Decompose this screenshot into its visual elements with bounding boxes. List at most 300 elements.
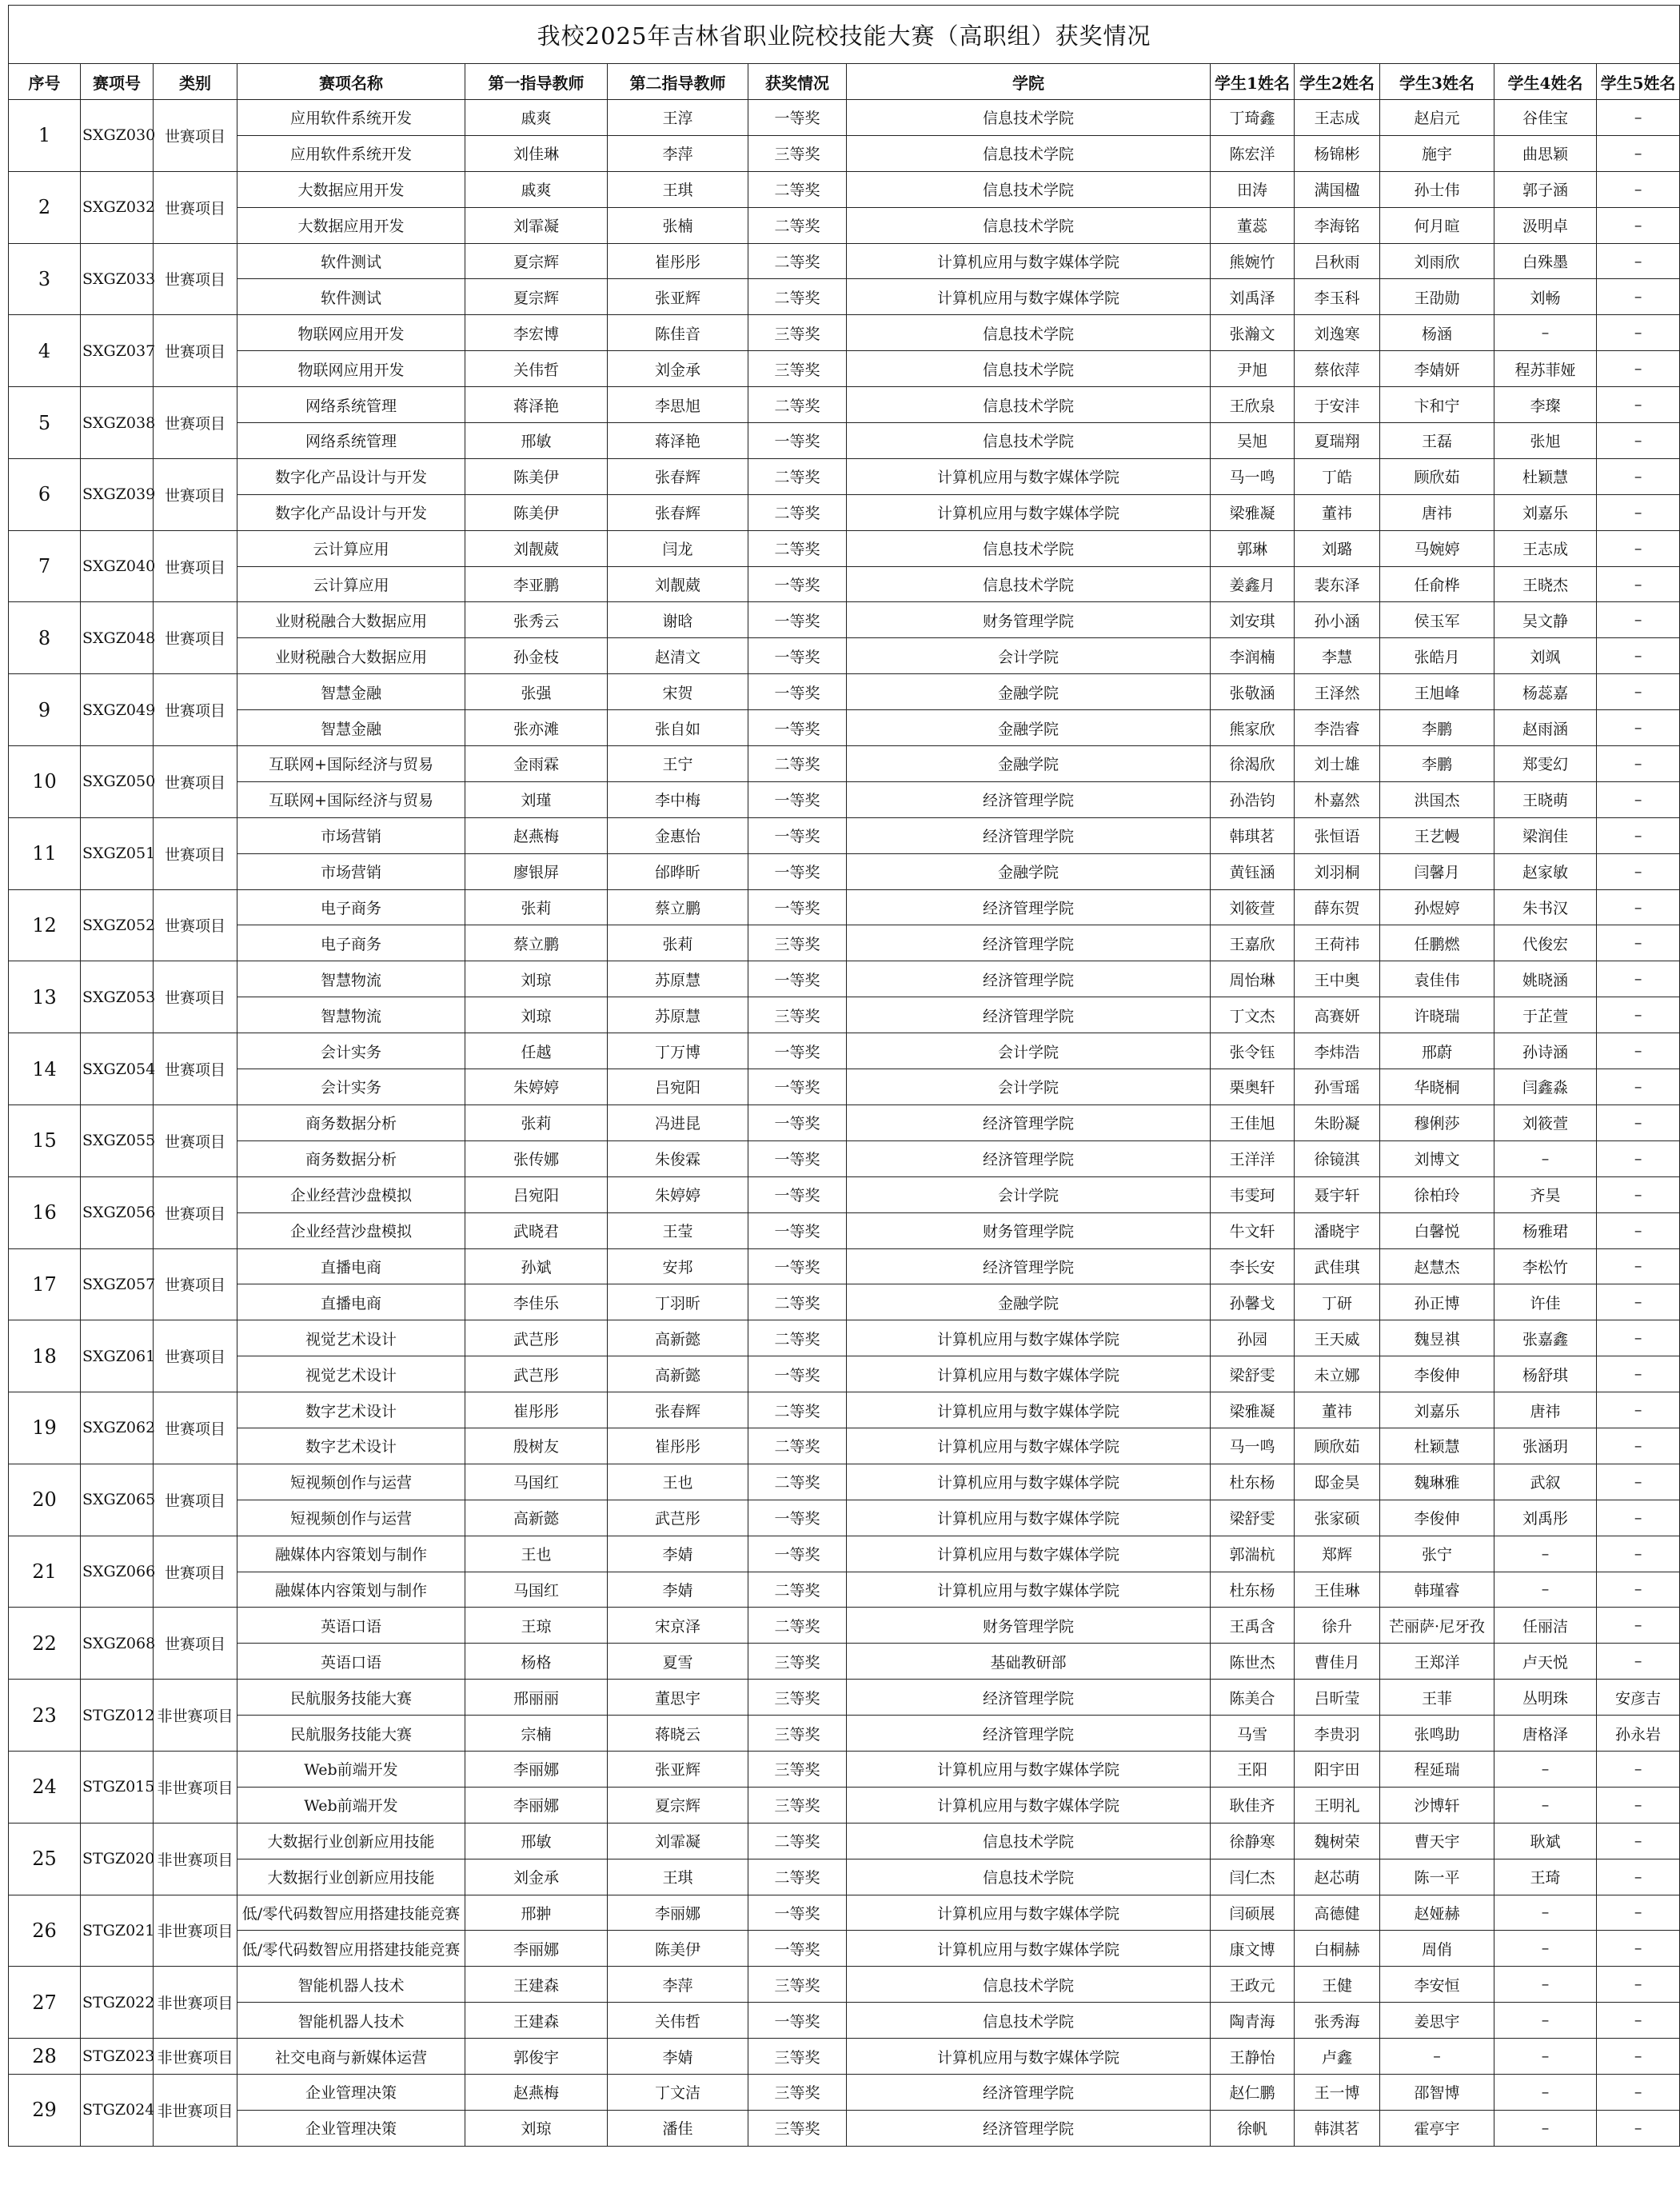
teacher-2-cell: 丁文洁 bbox=[608, 2074, 748, 2110]
student-5-cell: – bbox=[1597, 279, 1680, 315]
student-5-cell: – bbox=[1597, 1751, 1680, 1787]
category-cell: 世赛项目 bbox=[154, 243, 237, 315]
student-2-cell: 曹佳月 bbox=[1295, 1644, 1380, 1680]
event-name-cell: 智慧物流 bbox=[237, 961, 465, 997]
student-2-cell: 王荷祎 bbox=[1295, 925, 1380, 961]
teacher-1-cell: 关伟哲 bbox=[465, 351, 608, 387]
teacher-1-cell: 张莉 bbox=[465, 889, 608, 925]
student-3-cell: 刘博文 bbox=[1380, 1140, 1494, 1176]
table-row bbox=[9, 315, 1680, 351]
code-cell: STGZ020 bbox=[81, 1823, 154, 1895]
category-cell: 非世赛项目 bbox=[154, 2074, 237, 2146]
award-cell: 三等奖 bbox=[748, 351, 847, 387]
student-4-cell: 白殊墨 bbox=[1494, 243, 1597, 279]
teacher-2-cell: 冯进昆 bbox=[608, 1104, 748, 1140]
teacher-2-cell: 宋京泽 bbox=[608, 1608, 748, 1644]
teacher-2-cell: 董思宇 bbox=[608, 1680, 748, 1716]
table-row bbox=[9, 1680, 1680, 1716]
table-row bbox=[9, 351, 1680, 387]
teacher-2-cell: 吕宛阳 bbox=[608, 1069, 748, 1105]
student-3-cell: 姜思宇 bbox=[1380, 2003, 1494, 2039]
event-name-cell: 大数据应用开发 bbox=[237, 171, 465, 207]
teacher-1-cell: 马国红 bbox=[465, 1464, 608, 1500]
college-cell: 财务管理学院 bbox=[847, 1608, 1211, 1644]
student-4-cell: 李璨 bbox=[1494, 387, 1597, 423]
teacher-2-cell: 高新懿 bbox=[608, 1320, 748, 1356]
student-1-cell: 徐帆 bbox=[1211, 2110, 1295, 2146]
student-4-cell: 张涵玥 bbox=[1494, 1428, 1597, 1464]
seq-cell: 15 bbox=[9, 1104, 81, 1176]
teacher-2-cell: 李婧 bbox=[608, 1536, 748, 1572]
award-cell: 一等奖 bbox=[748, 1104, 847, 1140]
college-cell: 信息技术学院 bbox=[847, 566, 1211, 602]
category-cell: 世赛项目 bbox=[154, 602, 237, 674]
student-3-cell: 洪国杰 bbox=[1380, 781, 1494, 817]
student-4-cell: – bbox=[1494, 1895, 1597, 1931]
student-4-cell: – bbox=[1494, 1536, 1597, 1572]
event-name-cell: 智慧金融 bbox=[237, 674, 465, 710]
award-cell: 一等奖 bbox=[748, 889, 847, 925]
teacher-2-cell: 蔡立鹏 bbox=[608, 889, 748, 925]
seq-cell: 7 bbox=[9, 530, 81, 602]
event-name-cell: Web前端开发 bbox=[237, 1787, 465, 1823]
college-cell: 金融学院 bbox=[847, 674, 1211, 710]
college-cell: 信息技术学院 bbox=[847, 207, 1211, 243]
table-row bbox=[9, 243, 1680, 279]
category-cell: 世赛项目 bbox=[154, 1248, 237, 1320]
teacher-1-cell: 刘瑾 bbox=[465, 781, 608, 817]
event-name-cell: 数字化产品设计与开发 bbox=[237, 494, 465, 530]
college-cell: 计算机应用与数字媒体学院 bbox=[847, 1428, 1211, 1464]
event-name-cell: 网络系统管理 bbox=[237, 387, 465, 423]
teacher-1-cell: 李丽娜 bbox=[465, 1751, 608, 1787]
student-3-cell: 袁佳伟 bbox=[1380, 961, 1494, 997]
student-4-cell: 李松竹 bbox=[1494, 1248, 1597, 1284]
event-name-cell: 企业管理决策 bbox=[237, 2110, 465, 2146]
teacher-2-cell: 陈佳音 bbox=[608, 315, 748, 351]
award-cell: 一等奖 bbox=[748, 1500, 847, 1536]
student-3-cell: 卞和宁 bbox=[1380, 387, 1494, 423]
teacher-1-cell: 夏宗辉 bbox=[465, 279, 608, 315]
student-4-cell: – bbox=[1494, 1787, 1597, 1823]
college-cell: 计算机应用与数字媒体学院 bbox=[847, 1787, 1211, 1823]
student-1-cell: 耿佳齐 bbox=[1211, 1787, 1295, 1823]
student-2-cell: 薛东贺 bbox=[1295, 889, 1380, 925]
student-1-cell: 王阳 bbox=[1211, 1751, 1295, 1787]
header-seq: 序号 bbox=[9, 64, 81, 100]
table-row bbox=[9, 1931, 1680, 1967]
table-row bbox=[9, 1392, 1680, 1428]
student-2-cell: 董祎 bbox=[1295, 494, 1380, 530]
event-name-cell: 数字化产品设计与开发 bbox=[237, 458, 465, 494]
student-3-cell: 施宇 bbox=[1380, 135, 1494, 171]
teacher-1-cell: 李丽娜 bbox=[465, 1931, 608, 1967]
category-cell: 世赛项目 bbox=[154, 1033, 237, 1105]
college-cell: 计算机应用与数字媒体学院 bbox=[847, 1895, 1211, 1931]
seq-cell: 6 bbox=[9, 458, 81, 530]
event-name-cell: 直播电商 bbox=[237, 1284, 465, 1320]
teacher-1-cell: 孙斌 bbox=[465, 1248, 608, 1284]
student-1-cell: 王佳旭 bbox=[1211, 1104, 1295, 1140]
category-cell: 世赛项目 bbox=[154, 961, 237, 1033]
title-row bbox=[9, 6, 1680, 64]
student-4-cell: 耿斌 bbox=[1494, 1823, 1597, 1859]
award-cell: 二等奖 bbox=[748, 458, 847, 494]
student-2-cell: 朴嘉然 bbox=[1295, 781, 1380, 817]
student-1-cell: 牛文轩 bbox=[1211, 1212, 1295, 1248]
student-2-cell: 潘晓宇 bbox=[1295, 1212, 1380, 1248]
student-5-cell: – bbox=[1597, 315, 1680, 351]
teacher-1-cell: 刘靓葳 bbox=[465, 530, 608, 566]
college-cell: 经济管理学院 bbox=[847, 1248, 1211, 1284]
code-cell: SXGZ048 bbox=[81, 602, 154, 674]
teacher-2-cell: 张亚辉 bbox=[608, 279, 748, 315]
award-cell: 二等奖 bbox=[748, 1859, 847, 1895]
student-4-cell: 汲明卓 bbox=[1494, 207, 1597, 243]
student-4-cell: 卢天悦 bbox=[1494, 1644, 1597, 1680]
award-cell: 二等奖 bbox=[748, 1823, 847, 1859]
student-2-cell: 徐升 bbox=[1295, 1608, 1380, 1644]
teacher-1-cell: 吕宛阳 bbox=[465, 1176, 608, 1212]
header-student-2: 学生2姓名 bbox=[1295, 64, 1380, 100]
code-cell: SXGZ065 bbox=[81, 1464, 154, 1536]
code-cell: STGZ021 bbox=[81, 1895, 154, 1967]
student-5-cell: – bbox=[1597, 1464, 1680, 1500]
code-cell: STGZ023 bbox=[81, 2039, 154, 2075]
student-4-cell: 唐祎 bbox=[1494, 1392, 1597, 1428]
award-cell: 一等奖 bbox=[748, 1212, 847, 1248]
award-cell: 一等奖 bbox=[748, 638, 847, 674]
seq-cell: 3 bbox=[9, 243, 81, 315]
award-cell: 三等奖 bbox=[748, 1680, 847, 1716]
student-3-cell: 赵娅赫 bbox=[1380, 1895, 1494, 1931]
student-2-cell: 顾欣茹 bbox=[1295, 1428, 1380, 1464]
event-name-cell: 互联网+国际经济与贸易 bbox=[237, 746, 465, 782]
college-cell: 金融学院 bbox=[847, 1284, 1211, 1320]
student-3-cell: 何月暄 bbox=[1380, 207, 1494, 243]
student-2-cell: 李海铭 bbox=[1295, 207, 1380, 243]
college-cell: 计算机应用与数字媒体学院 bbox=[847, 494, 1211, 530]
table-row bbox=[9, 710, 1680, 746]
student-4-cell: 刘嘉乐 bbox=[1494, 494, 1597, 530]
student-5-cell: – bbox=[1597, 674, 1680, 710]
student-3-cell: 李鹏 bbox=[1380, 710, 1494, 746]
college-cell: 经济管理学院 bbox=[847, 1716, 1211, 1752]
student-2-cell: 朱盼凝 bbox=[1295, 1104, 1380, 1140]
student-5-cell: – bbox=[1597, 1500, 1680, 1536]
college-cell: 经济管理学院 bbox=[847, 1140, 1211, 1176]
award-cell: 三等奖 bbox=[748, 2110, 847, 2146]
student-2-cell: 张家硕 bbox=[1295, 1500, 1380, 1536]
student-2-cell: 李贵羽 bbox=[1295, 1716, 1380, 1752]
teacher-2-cell: 王宁 bbox=[608, 746, 748, 782]
student-3-cell: 张宁 bbox=[1380, 1536, 1494, 1572]
student-3-cell: 白馨悦 bbox=[1380, 1212, 1494, 1248]
seq-cell: 12 bbox=[9, 889, 81, 961]
student-5-cell: – bbox=[1597, 1823, 1680, 1859]
teacher-1-cell: 王建森 bbox=[465, 2003, 608, 2039]
teacher-1-cell: 李丽娜 bbox=[465, 1787, 608, 1823]
student-1-cell: 孙浩钧 bbox=[1211, 781, 1295, 817]
award-cell: 一等奖 bbox=[748, 781, 847, 817]
code-cell: SXGZ033 bbox=[81, 243, 154, 315]
student-3-cell: 程延瑞 bbox=[1380, 1751, 1494, 1787]
college-cell: 计算机应用与数字媒体学院 bbox=[847, 243, 1211, 279]
award-cell: 二等奖 bbox=[748, 243, 847, 279]
event-name-cell: 低/零代码数智应用搭建技能竞赛 bbox=[237, 1931, 465, 1967]
event-name-cell: 应用软件系统开发 bbox=[237, 135, 465, 171]
college-cell: 计算机应用与数字媒体学院 bbox=[847, 1500, 1211, 1536]
code-cell: SXGZ056 bbox=[81, 1176, 154, 1248]
college-cell: 经济管理学院 bbox=[847, 925, 1211, 961]
teacher-1-cell: 高新懿 bbox=[465, 1500, 608, 1536]
code-cell: SXGZ049 bbox=[81, 674, 154, 746]
seq-cell: 17 bbox=[9, 1248, 81, 1320]
student-1-cell: 田涛 bbox=[1211, 171, 1295, 207]
student-5-cell: – bbox=[1597, 100, 1680, 136]
header-student-1: 学生1姓名 bbox=[1211, 64, 1295, 100]
student-2-cell: 丁研 bbox=[1295, 1284, 1380, 1320]
table-row bbox=[9, 1644, 1680, 1680]
student-1-cell: 姜鑫月 bbox=[1211, 566, 1295, 602]
college-cell: 计算机应用与数字媒体学院 bbox=[847, 1931, 1211, 1967]
student-5-cell: – bbox=[1597, 1536, 1680, 1572]
event-name-cell: 应用软件系统开发 bbox=[237, 100, 465, 136]
teacher-2-cell: 王琪 bbox=[608, 1859, 748, 1895]
college-cell: 信息技术学院 bbox=[847, 171, 1211, 207]
student-2-cell: 李慧 bbox=[1295, 638, 1380, 674]
student-5-cell: – bbox=[1597, 2074, 1680, 2110]
code-cell: SXGZ053 bbox=[81, 961, 154, 1033]
teacher-1-cell: 马国红 bbox=[465, 1572, 608, 1608]
table-row bbox=[9, 1787, 1680, 1823]
student-2-cell: 蔡依萍 bbox=[1295, 351, 1380, 387]
header-teacher-1: 第一指导教师 bbox=[465, 64, 608, 100]
event-name-cell: Web前端开发 bbox=[237, 1751, 465, 1787]
college-cell: 经济管理学院 bbox=[847, 817, 1211, 853]
college-cell: 计算机应用与数字媒体学院 bbox=[847, 1572, 1211, 1608]
college-cell: 经济管理学院 bbox=[847, 889, 1211, 925]
award-cell: 二等奖 bbox=[748, 1428, 847, 1464]
teacher-1-cell: 夏宗辉 bbox=[465, 243, 608, 279]
student-4-cell: 闫鑫淼 bbox=[1494, 1069, 1597, 1105]
student-1-cell: 康文博 bbox=[1211, 1931, 1295, 1967]
student-4-cell: 张嘉鑫 bbox=[1494, 1320, 1597, 1356]
college-cell: 计算机应用与数字媒体学院 bbox=[847, 1356, 1211, 1392]
award-cell: 二等奖 bbox=[748, 746, 847, 782]
category-cell: 世赛项目 bbox=[154, 171, 237, 243]
seq-cell: 22 bbox=[9, 1608, 81, 1680]
award-cell: 三等奖 bbox=[748, 2039, 847, 2075]
student-2-cell: 韩淇茗 bbox=[1295, 2110, 1380, 2146]
teacher-2-cell: 武芑彤 bbox=[608, 1500, 748, 1536]
awards-sheet bbox=[8, 5, 1676, 2147]
teacher-2-cell: 安邦 bbox=[608, 1248, 748, 1284]
student-5-cell: – bbox=[1597, 1787, 1680, 1823]
student-1-cell: 陶青海 bbox=[1211, 2003, 1295, 2039]
teacher-1-cell: 张传娜 bbox=[465, 1140, 608, 1176]
event-name-cell: 业财税融合大数据应用 bbox=[237, 638, 465, 674]
college-cell: 信息技术学院 bbox=[847, 530, 1211, 566]
college-cell: 信息技术学院 bbox=[847, 100, 1211, 136]
college-cell: 会计学院 bbox=[847, 638, 1211, 674]
student-2-cell: 高赛妍 bbox=[1295, 997, 1380, 1033]
student-5-cell: – bbox=[1597, 2003, 1680, 2039]
seq-cell: 13 bbox=[9, 961, 81, 1033]
seq-cell: 4 bbox=[9, 315, 81, 387]
table-row bbox=[9, 1751, 1680, 1787]
award-cell: 一等奖 bbox=[748, 1895, 847, 1931]
award-cell: 二等奖 bbox=[748, 1284, 847, 1320]
category-cell: 世赛项目 bbox=[154, 530, 237, 602]
teacher-1-cell: 任越 bbox=[465, 1033, 608, 1069]
award-cell: 一等奖 bbox=[748, 1176, 847, 1212]
event-name-cell: 物联网应用开发 bbox=[237, 315, 465, 351]
student-5-cell: – bbox=[1597, 1428, 1680, 1464]
award-cell: 三等奖 bbox=[748, 925, 847, 961]
table-row bbox=[9, 602, 1680, 638]
award-cell: 一等奖 bbox=[748, 817, 847, 853]
event-name-cell: 短视频创作与运营 bbox=[237, 1500, 465, 1536]
teacher-1-cell: 李佳乐 bbox=[465, 1284, 608, 1320]
teacher-1-cell: 王建森 bbox=[465, 1967, 608, 2003]
student-5-cell: – bbox=[1597, 423, 1680, 459]
college-cell: 计算机应用与数字媒体学院 bbox=[847, 279, 1211, 315]
teacher-1-cell: 刘佳琳 bbox=[465, 135, 608, 171]
category-cell: 世赛项目 bbox=[154, 817, 237, 889]
college-cell: 计算机应用与数字媒体学院 bbox=[847, 1320, 1211, 1356]
student-5-cell: – bbox=[1597, 1176, 1680, 1212]
student-1-cell: 王静怡 bbox=[1211, 2039, 1295, 2075]
student-1-cell: 郭湍杭 bbox=[1211, 1536, 1295, 1572]
student-2-cell: 裴东泽 bbox=[1295, 566, 1380, 602]
seq-cell: 29 bbox=[9, 2074, 81, 2146]
table-row bbox=[9, 135, 1680, 171]
college-cell: 信息技术学院 bbox=[847, 2003, 1211, 2039]
teacher-2-cell: 张莉 bbox=[608, 925, 748, 961]
category-cell: 世赛项目 bbox=[154, 1176, 237, 1248]
teacher-1-cell: 李宏博 bbox=[465, 315, 608, 351]
student-3-cell: 王菲 bbox=[1380, 1680, 1494, 1716]
teacher-2-cell: 夏宗辉 bbox=[608, 1787, 748, 1823]
teacher-2-cell: 邰晔昕 bbox=[608, 853, 748, 889]
teacher-2-cell: 崔彤彤 bbox=[608, 243, 748, 279]
student-5-cell: – bbox=[1597, 351, 1680, 387]
teacher-2-cell: 蒋晓云 bbox=[608, 1716, 748, 1752]
college-cell: 计算机应用与数字媒体学院 bbox=[847, 1751, 1211, 1787]
student-4-cell: 张旭 bbox=[1494, 423, 1597, 459]
student-2-cell: 王佳琳 bbox=[1295, 1572, 1380, 1608]
student-2-cell: 王中奥 bbox=[1295, 961, 1380, 997]
student-4-cell: 刘筱萱 bbox=[1494, 1104, 1597, 1140]
code-cell: SXGZ030 bbox=[81, 100, 154, 172]
student-1-cell: 刘筱萱 bbox=[1211, 889, 1295, 925]
award-cell: 一等奖 bbox=[748, 961, 847, 997]
student-5-cell: – bbox=[1597, 566, 1680, 602]
student-2-cell: 魏树荣 bbox=[1295, 1823, 1380, 1859]
teacher-1-cell: 张亦滩 bbox=[465, 710, 608, 746]
event-name-cell: 数字艺术设计 bbox=[237, 1392, 465, 1428]
college-cell: 金融学院 bbox=[847, 710, 1211, 746]
award-cell: 一等奖 bbox=[748, 1356, 847, 1392]
header-student-5: 学生5姓名 bbox=[1597, 64, 1680, 100]
student-3-cell: 王艺幔 bbox=[1380, 817, 1494, 853]
student-1-cell: 杜东杨 bbox=[1211, 1572, 1295, 1608]
student-5-cell: – bbox=[1597, 853, 1680, 889]
student-3-cell: – bbox=[1380, 2039, 1494, 2075]
category-cell: 世赛项目 bbox=[154, 387, 237, 459]
event-name-cell: 英语口语 bbox=[237, 1644, 465, 1680]
event-name-cell: 融媒体内容策划与制作 bbox=[237, 1572, 465, 1608]
college-cell: 经济管理学院 bbox=[847, 961, 1211, 997]
student-1-cell: 熊家欣 bbox=[1211, 710, 1295, 746]
teacher-1-cell: 蔡立鹏 bbox=[465, 925, 608, 961]
teacher-1-cell: 戚爽 bbox=[465, 100, 608, 136]
code-cell: STGZ024 bbox=[81, 2074, 154, 2146]
student-4-cell: 任丽洁 bbox=[1494, 1608, 1597, 1644]
event-name-cell: 网络系统管理 bbox=[237, 423, 465, 459]
student-5-cell: – bbox=[1597, 925, 1680, 961]
student-2-cell: 郑辉 bbox=[1295, 1536, 1380, 1572]
award-cell: 三等奖 bbox=[748, 997, 847, 1033]
table-row bbox=[9, 1464, 1680, 1500]
event-name-cell: 市场营销 bbox=[237, 853, 465, 889]
student-3-cell: 马婉婷 bbox=[1380, 530, 1494, 566]
student-3-cell: 王旭峰 bbox=[1380, 674, 1494, 710]
teacher-1-cell: 陈美伊 bbox=[465, 494, 608, 530]
student-2-cell: 高德健 bbox=[1295, 1895, 1380, 1931]
student-4-cell: 丛明珠 bbox=[1494, 1680, 1597, 1716]
student-3-cell: 韩瑾睿 bbox=[1380, 1572, 1494, 1608]
student-3-cell: 李鹏 bbox=[1380, 746, 1494, 782]
student-5-cell: – bbox=[1597, 1644, 1680, 1680]
student-2-cell: 王一博 bbox=[1295, 2074, 1380, 2110]
seq-cell: 18 bbox=[9, 1320, 81, 1392]
table-row bbox=[9, 1320, 1680, 1356]
teacher-1-cell: 刘琼 bbox=[465, 961, 608, 997]
student-5-cell: – bbox=[1597, 530, 1680, 566]
table-row bbox=[9, 2074, 1680, 2110]
college-cell: 经济管理学院 bbox=[847, 1104, 1211, 1140]
table-row bbox=[9, 1033, 1680, 1069]
code-cell: SXGZ068 bbox=[81, 1608, 154, 1680]
student-4-cell: 程苏菲娅 bbox=[1494, 351, 1597, 387]
student-3-cell: 魏昱祺 bbox=[1380, 1320, 1494, 1356]
student-3-cell: 邵智博 bbox=[1380, 2074, 1494, 2110]
student-1-cell: 丁文杰 bbox=[1211, 997, 1295, 1033]
student-3-cell: 孙正博 bbox=[1380, 1284, 1494, 1320]
event-name-cell: 企业经营沙盘模拟 bbox=[237, 1212, 465, 1248]
code-cell: STGZ022 bbox=[81, 1967, 154, 2039]
student-3-cell: 任鹏燃 bbox=[1380, 925, 1494, 961]
award-cell: 一等奖 bbox=[748, 100, 847, 136]
student-3-cell: 李俊伸 bbox=[1380, 1356, 1494, 1392]
event-name-cell: 业财税融合大数据应用 bbox=[237, 602, 465, 638]
student-1-cell: 韩琪茗 bbox=[1211, 817, 1295, 853]
teacher-2-cell: 朱婷婷 bbox=[608, 1176, 748, 1212]
teacher-1-cell: 王琼 bbox=[465, 1608, 608, 1644]
student-4-cell: 朱书汉 bbox=[1494, 889, 1597, 925]
table-row bbox=[9, 1859, 1680, 1895]
category-cell: 世赛项目 bbox=[154, 315, 237, 387]
seq-cell: 26 bbox=[9, 1895, 81, 1967]
student-4-cell: 唐格泽 bbox=[1494, 1716, 1597, 1752]
student-4-cell: – bbox=[1494, 2110, 1597, 2146]
teacher-2-cell: 王也 bbox=[608, 1464, 748, 1500]
header-code: 赛项号 bbox=[81, 64, 154, 100]
college-cell: 经济管理学院 bbox=[847, 1680, 1211, 1716]
table-row bbox=[9, 889, 1680, 925]
